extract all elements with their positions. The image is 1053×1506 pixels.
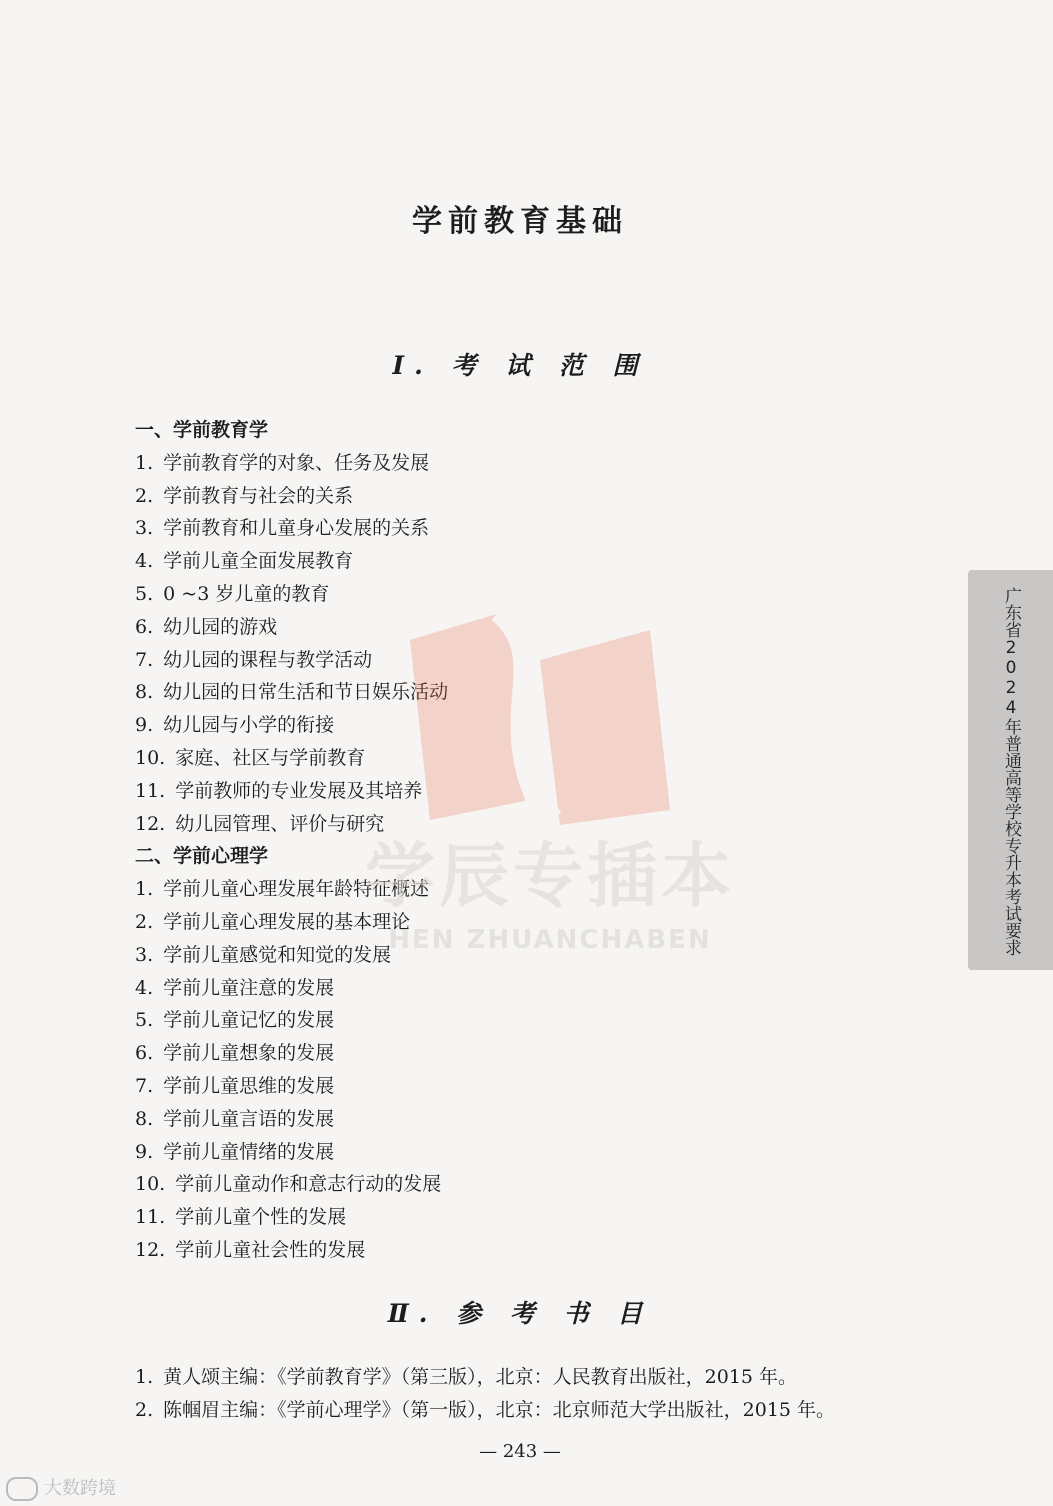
list-item-number: 5. xyxy=(135,582,154,605)
list-item xyxy=(135,1136,448,1169)
list-item-text: 幼儿园的游戏 xyxy=(163,615,278,638)
list-item-number: 7. xyxy=(135,1074,154,1097)
corner-logo xyxy=(0,1474,116,1504)
list-item-number: 7. xyxy=(135,648,154,671)
list-item-text: 学前教育学的对象、任务及发展 xyxy=(163,451,430,474)
list-heading: 一、学前教育学 xyxy=(135,419,269,441)
page-number: — 243 — xyxy=(479,1441,561,1462)
list-item-text: 幼儿园的课程与教学活动 xyxy=(163,648,373,671)
list-item-text: 陈帼眉主编：《学前心理学》（第一版），北京：北京师范大学出版社，2015 年。 xyxy=(163,1399,836,1421)
list-item-text: 学前教师的专业发展及其培养 xyxy=(175,779,423,802)
watermark-text: 学辰专插本 xyxy=(365,835,735,917)
list-item-number: 6. xyxy=(135,1042,154,1065)
list-item-number: 3. xyxy=(135,517,154,540)
list-item-text: 学前教育与社会的关系 xyxy=(163,484,354,507)
list-item-number: 12. xyxy=(135,1238,166,1261)
list-item-number: 8. xyxy=(135,1107,154,1130)
list-item-text: 学前儿童情绪的发展 xyxy=(163,1140,335,1163)
list-item-number: 2. xyxy=(135,1399,154,1421)
list-heading: 二、学前心理学 xyxy=(135,845,269,868)
list-item-text: 幼儿园的日常生活和节日娱乐活动 xyxy=(163,681,449,704)
list-item-text: 学前儿童想象的发展 xyxy=(163,1042,335,1065)
list-item-number: 1. xyxy=(135,1366,154,1388)
list-item-number: 2. xyxy=(135,484,154,507)
list-item-number: 9. xyxy=(135,1140,154,1163)
list-item-number: 1. xyxy=(135,451,154,474)
list-item-text: 学前儿童思维的发展 xyxy=(163,1074,335,1097)
list-item-text: 学前儿童全面发展教育 xyxy=(163,550,354,573)
list-item-text: 学前儿童个性的发展 xyxy=(175,1206,347,1229)
list-item-text: 学前儿童感觉和知觉的发展 xyxy=(163,943,392,966)
section-title-exam-scope: Ⅰ. 考 试 范 围 xyxy=(392,351,648,380)
list-item-text: 学前儿童言语的发展 xyxy=(163,1107,335,1130)
list-item xyxy=(135,512,448,545)
list-item-text: 学前儿童社会性的发展 xyxy=(175,1238,366,1261)
list-item-number: 8. xyxy=(135,681,154,704)
list-item-number: 12. xyxy=(135,812,166,835)
list-item-number: 1. xyxy=(135,878,154,901)
list-item xyxy=(135,447,448,480)
watermark-subtext: HEN ZHUANCHABEN xyxy=(388,925,712,955)
list-item xyxy=(135,480,448,513)
list-item-text: 幼儿园与小学的衔接 xyxy=(163,714,335,737)
list-item-number: 6. xyxy=(135,615,154,638)
list-item xyxy=(135,972,448,1005)
list-item-number: 11. xyxy=(135,1206,166,1229)
corner-logo-icon xyxy=(6,1477,38,1501)
list-item-text: 学前儿童动作和意志行动的发展 xyxy=(175,1173,442,1196)
list-item-number: 10. xyxy=(135,746,166,769)
list-item xyxy=(135,1201,448,1234)
list-item-number: 9. xyxy=(135,714,154,737)
list-item xyxy=(135,1168,448,1201)
list-item-text: 学前儿童注意的发展 xyxy=(163,976,335,999)
list-item-text: 学前儿童心理发展年龄特征概述 xyxy=(163,878,430,901)
list-item-number: 11. xyxy=(135,779,166,802)
list-item xyxy=(135,1234,448,1267)
list-item-text: 家庭、社区与学前教育 xyxy=(175,746,366,769)
list-item-number: 3. xyxy=(135,943,154,966)
page-title: 学前教育基础 xyxy=(412,204,628,239)
list-item-number: 5. xyxy=(135,1009,154,1032)
list-item-text: 幼儿园管理、评价与研究 xyxy=(175,812,385,835)
list-item xyxy=(135,1037,448,1070)
list-item xyxy=(135,1004,448,1037)
side-tab-text: 广东省2024年普通高等学校专升本考试要求 xyxy=(1001,586,1021,956)
side-tab xyxy=(968,570,1053,970)
list-item-number: 4. xyxy=(135,550,154,573)
watermark-logo-icon xyxy=(390,600,690,830)
list-item-text: 0 ~3 岁儿童的教育 xyxy=(163,582,330,605)
list-item-number: 4. xyxy=(135,976,154,999)
section-title-references: Ⅱ. 参 考 书 目 xyxy=(387,1299,653,1328)
list-item xyxy=(135,545,448,578)
list-item-text: 学前儿童记忆的发展 xyxy=(163,1009,335,1032)
list-item-number: 2. xyxy=(135,910,154,933)
references-list xyxy=(135,1361,835,1427)
list-item-text: 学前儿童心理发展的基本理论 xyxy=(163,910,411,933)
list-item xyxy=(135,1361,835,1394)
list-item-text: 黄人颂主编：《学前教育学》（第三版），北京：人民教育出版社，2015 年。 xyxy=(163,1366,798,1388)
list-item-number: 10. xyxy=(135,1173,166,1196)
list-item-text: 学前教育和儿童身心发展的关系 xyxy=(163,517,430,540)
list-item xyxy=(135,1070,448,1103)
list-item xyxy=(135,1394,835,1427)
list-item xyxy=(135,1103,448,1136)
corner-logo-text: 大数跨境 xyxy=(44,1478,116,1499)
